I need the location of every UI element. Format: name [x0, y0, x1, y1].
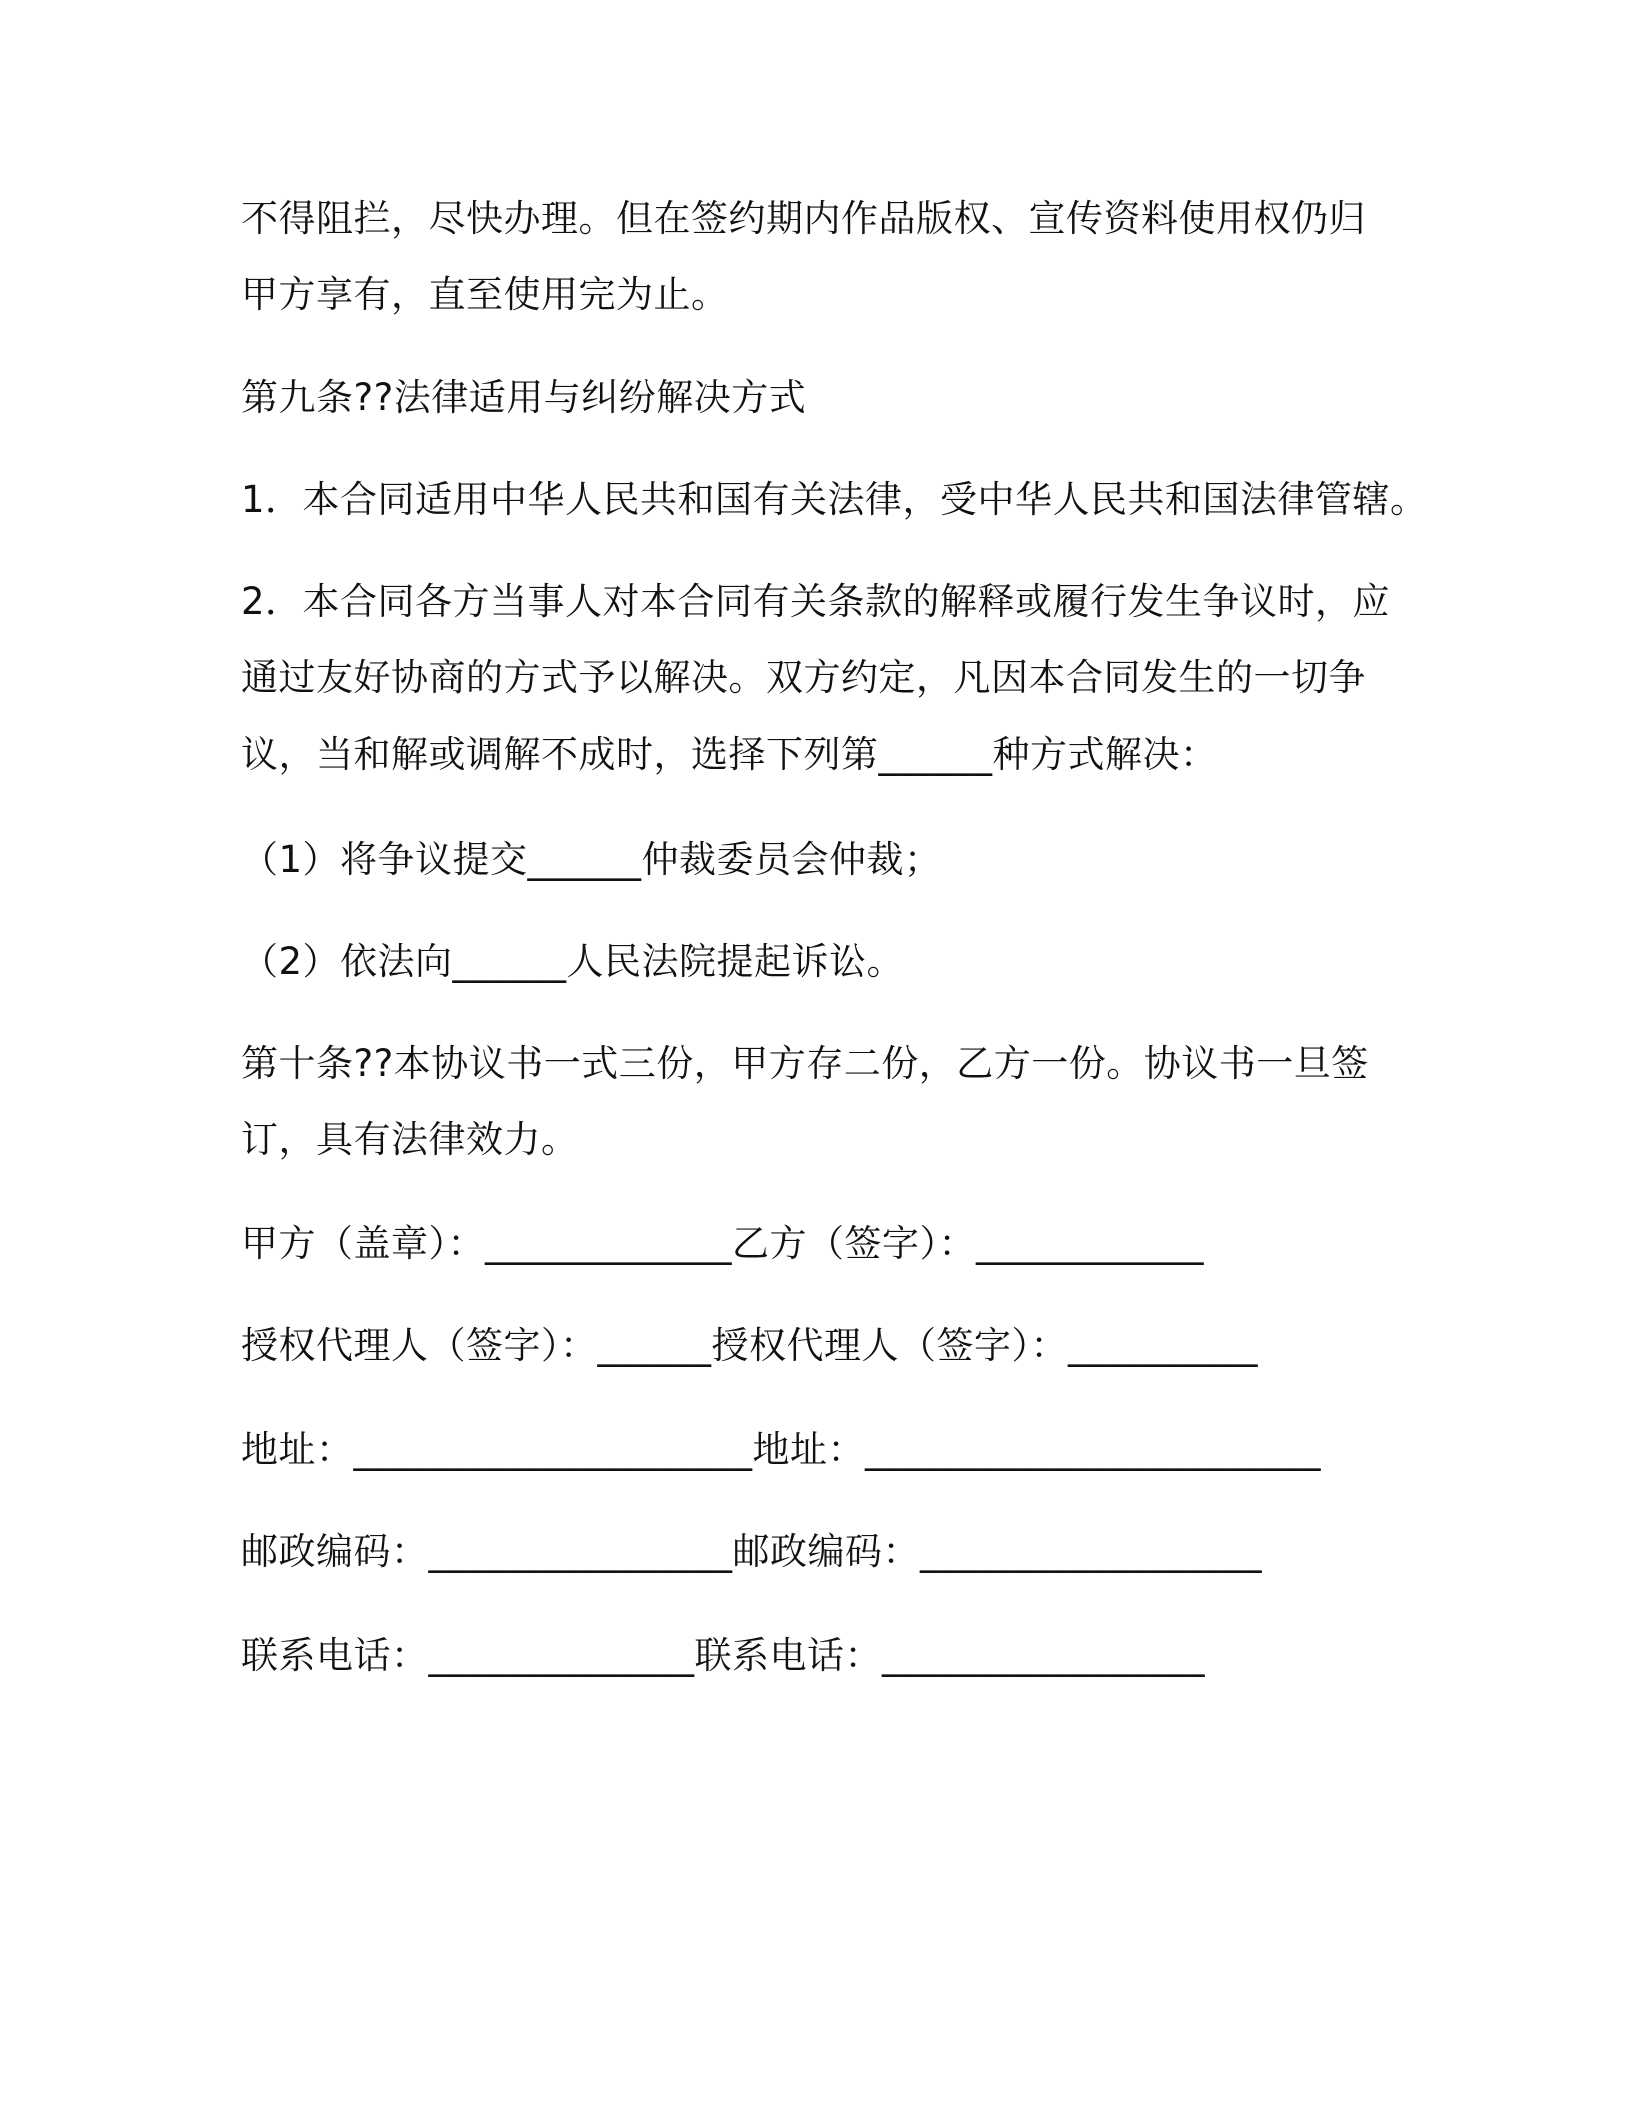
- option-1: （1）将争议提交______仲裁委员会仲裁；: [241, 838, 942, 881]
- clause-2-line-1: 2．本合同各方当事人对本合同有关条款的解释或履行发生争议时，应: [241, 580, 1391, 623]
- clause-1: 1．本合同适用中华人民共和国有关法律，受中华人民共和国法律管辖。: [241, 478, 1428, 521]
- seal-row: [241, 1222, 1204, 1266]
- postcode-row: [241, 1530, 1262, 1574]
- option-2: （2）依法向______人民法院提起诉讼。: [241, 940, 905, 983]
- party-b-address-field[interactable]: 地址：________________________: [752, 1428, 1321, 1471]
- clause-2-line-2: 通过友好协商的方式予以解决。双方约定，凡因本合同发生的一切争: [241, 656, 1366, 699]
- party-b-postcode-field[interactable]: 邮政编码：__________________: [732, 1530, 1262, 1573]
- paragraph-line-2: 甲方享有，直至使用完为止。: [241, 273, 729, 316]
- party-a-agent-field[interactable]: 授权代理人（签字）：______: [241, 1324, 712, 1367]
- phone-row: [241, 1634, 1205, 1678]
- party-a-seal-field[interactable]: 甲方（盖章）：_____________: [241, 1222, 732, 1265]
- address-row: [241, 1428, 1321, 1472]
- party-b-phone-field[interactable]: 联系电话：_________________: [694, 1634, 1205, 1677]
- agent-row: [241, 1324, 1258, 1368]
- party-b-agent-field[interactable]: 授权代理人（签字）：__________: [711, 1324, 1258, 1367]
- article-9-heading: 第九条??法律适用与纠纷解决方式: [241, 376, 807, 419]
- article-10-line-1: 第十条??本协议书一式三份，甲方存二份，乙方一份。协议书一旦签: [241, 1042, 1369, 1085]
- article-10-line-2: 订，具有法律效力。: [241, 1118, 579, 1161]
- clause-2-line-3: 议，当和解或调解不成时，选择下列第______种方式解决：: [241, 733, 1218, 776]
- party-a-phone-field[interactable]: 联系电话：______________: [241, 1634, 695, 1677]
- party-a-postcode-field[interactable]: 邮政编码：________________: [241, 1530, 733, 1573]
- party-a-address-field[interactable]: 地址：_____________________: [241, 1428, 753, 1471]
- paragraph-line-1: 不得阻拦，尽快办理。但在签约期内作品版权、宣传资料使用权仍归: [241, 197, 1366, 240]
- party-b-sign-field[interactable]: 乙方（签字）：____________: [732, 1222, 1204, 1265]
